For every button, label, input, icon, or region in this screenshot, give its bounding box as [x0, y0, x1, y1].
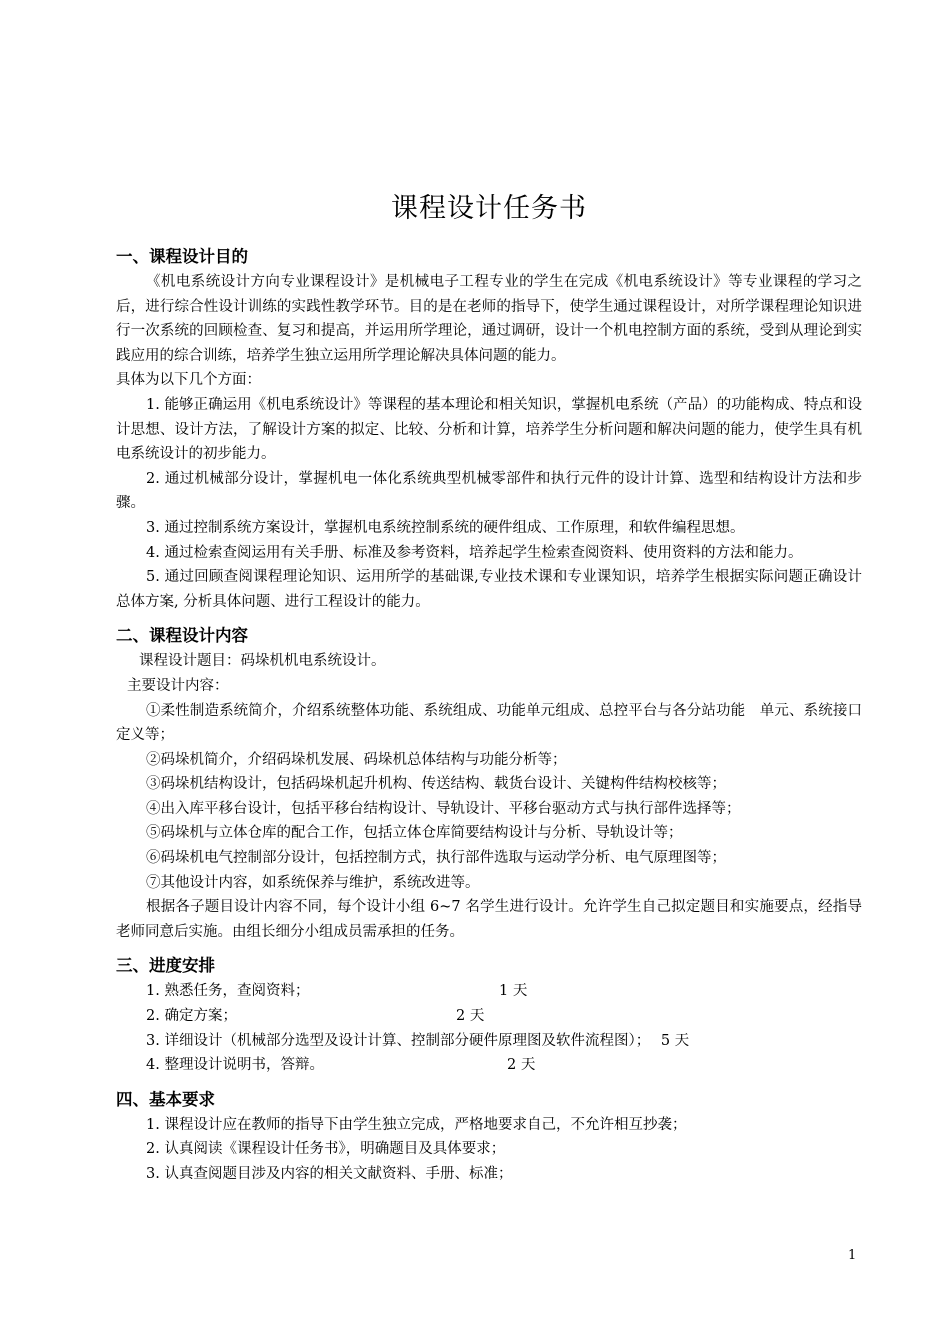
paragraph: 《机电系统设计方向专业课程设计》是机械电子工程专业的学生在完成《机电系统设计》等专业课程的学习之后，进行综合性设计训练的实践性教学环节。目的是在老师的指导下，使学生通过课程设计，对所学课程理论知识进行一次系统的回顾检查、复习和提高，并运用所学理论，通过调研，设计一个机电控制方面的系统，受到从理论到实践应用的综合训练，培养学生独立运用所学理论解决具体问题的能力。	[116, 274, 862, 364]
schedule-row	[116, 1029, 862, 1054]
schedule-row	[116, 1004, 862, 1029]
paragraph: 课程设计题目：码垛机机电系统设计。	[139, 653, 386, 670]
list-item: 2. 通过机械部分设计，掌握机电一体化系统典型机械零部件和执行元件的设计计算、选型和结构设计方法和步骤。	[116, 470, 862, 512]
list-item: ②码垛机简介，介绍码垛机发展、码垛机总体结构与功能分析等；	[146, 751, 567, 768]
schedule-task: 3. 详细设计（机械部分选型及设计计算、控制部分硬件原理图及软件流程图）；	[146, 1032, 651, 1049]
list-item: ⑤码垛机与立体仓库的配合工作，包括立体仓库简要结构设计与分析、导轨设计等；	[146, 825, 683, 842]
page-number: 1	[848, 1248, 857, 1263]
list-item: 3. 通过控制系统方案设计，掌握机电系统控制系统的硬件组成、工作原理，和软件编程思想。	[146, 519, 745, 536]
list-item: 5. 通过回顾查阅课程理论知识、运用所学的基础课,专业技术课和专业课知识，培养学生根据实际问题正确设计总体方案, 分析具体问题、进行工程设计的能力。	[116, 569, 862, 610]
list-item: ⑦其他设计内容，如系统保养与维护，系统改进等。	[146, 874, 480, 891]
list-item: ⑥码垛机电气控制部分设计，包括控制方式，执行部件选取与运动学分析、电气原理图等；	[146, 850, 726, 867]
schedule-duration: 5 天	[660, 1032, 690, 1049]
list-item: ④出入库平移台设计，包括平移台结构设计、导轨设计、平移台驱动方式与执行部件选择等；	[146, 800, 741, 817]
paragraph: 根据各子题目设计内容不同，每个设计小组 6~7 名学生进行设计。允许学生自己拟定题目和实施要点，经指导老师同意后实施。由组长细分小组成员需承担的任务。	[116, 899, 862, 940]
list-item: 1. 能够正确运用《机电系统设计》等课程的基本理论和相关知识，掌握机电系统（产品）的功能构成、特点和设计思想、设计方法，了解设计方案的拟定、比较、分析和计算，培养学生分析问题和解决问题的能力，使学生具有机电系统设计的初步能力。	[116, 396, 862, 463]
list-item: 2. 认真阅读《课程设计任务书》，明确题目及具体要求；	[146, 1141, 506, 1158]
schedule-task: 1. 熟悉任务，查阅资料；	[146, 983, 310, 1000]
paragraph: 主要设计内容：	[127, 677, 229, 694]
page-content	[116, 192, 862, 1187]
schedule-duration: 2 天	[507, 1057, 536, 1074]
paragraph: 具体为以下几个方面：	[116, 372, 261, 389]
schedule-row	[116, 1053, 862, 1078]
list-item: 4. 通过检索查阅运用有关手册、标准及参考资料，培养起学生检索查阅资料、使用资料的方法和能力。	[146, 544, 803, 561]
section-heading-purpose: 一、课程设计目的	[116, 247, 248, 266]
list-item: ①柔性制造系统简介，介绍系统整体功能、系统组成、功能单元组成、总控平台与各分站功能 单元、系统接口定义等；	[116, 702, 862, 744]
page-title: 课程设计任务书	[391, 193, 587, 224]
schedule-task: 2. 确定方案；	[146, 1008, 237, 1025]
schedule-task: 4. 整理设计说明书，答辩。	[146, 1057, 324, 1074]
schedule-duration: 2 天	[456, 1008, 485, 1025]
section-heading-content: 二、课程设计内容	[116, 626, 248, 646]
list-item: 3. 认真查阅题目涉及内容的相关文献资料、手册、标准；	[146, 1166, 513, 1182]
schedule-duration: 1 天	[499, 983, 528, 1000]
list-item: ③码垛机结构设计，包括码垛机起升机构、传送结构、载货台设计、关键构件结构校核等；	[146, 776, 726, 793]
schedule-row	[116, 979, 862, 1004]
list-item: 1. 课程设计应在教师的指导下由学生独立完成，严格地要求自己，不允许相互抄袭；	[146, 1116, 687, 1133]
section-heading-schedule: 三、进度安排	[116, 956, 215, 976]
section-heading-requirements: 四、基本要求	[116, 1089, 215, 1109]
